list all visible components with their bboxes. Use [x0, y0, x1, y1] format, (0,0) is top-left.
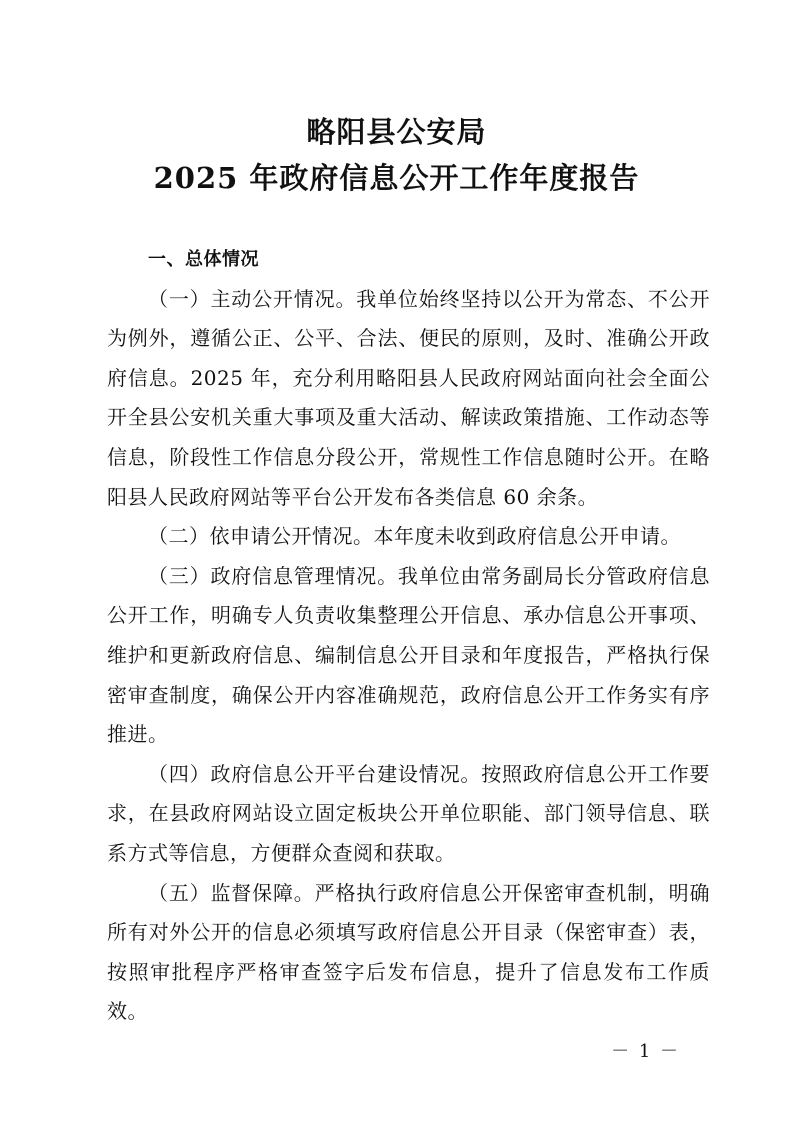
paragraph-supervision: （五）监督保障。严格执行政府信息公开保密审查机制，明确所有对外公开的信息必须填写政府信息公开目录（保密审查）表，按照审批程序严格审查签字后发布信息，提升了信息发布工作质效。	[107, 880, 710, 1024]
page-number: － 1 －	[611, 1041, 680, 1062]
paragraph-information-management: （三）政府信息管理情况。我单位由常务副局长分管政府信息公开工作，明确专人负责收集整理公开信息、承办信息公开事项、维护和更新政府信息、编制信息公开目录和年度报告，严格执行保密审查制度，确保公开内容准确规范，政府信息公开工作务实有序推进。	[107, 563, 710, 747]
paragraph-request-disclosure: （二）依申请公开情况。本年度未收到政府信息公开申请。	[148, 524, 681, 549]
section-heading: 一、总体情况	[148, 249, 259, 270]
document-body	[107, 240, 710, 1032]
document-title: 略阳县公安局	[306, 115, 487, 149]
paragraph-active-disclosure: （一）主动公开情况。我单位始终坚持以公开为常态、不公开为例外，遵循公正、公平、合法、便民的原则，及时、准确公开政府信息。2025 年，充分利用略阳县人民政府网站面向社会全面公开全县公安机关重大事项及重大活动、解读政策措施、工作动态等信息，阶段性工作信息分段公开，常规性工作信息随时公开。在略阳县人民政府网站等平台公开发布各类信息 60 余条。	[107, 286, 710, 509]
paragraph-platform-construction: （四）政府信息公开平台建设情况。按照政府信息公开工作要求，在县政府网站设立固定板块公开单位职能、部门领导信息、联系方式等信息，方便群众查阅和获取。	[107, 761, 710, 865]
document-subtitle: 2025 年政府信息公开工作年度报告	[153, 161, 640, 195]
